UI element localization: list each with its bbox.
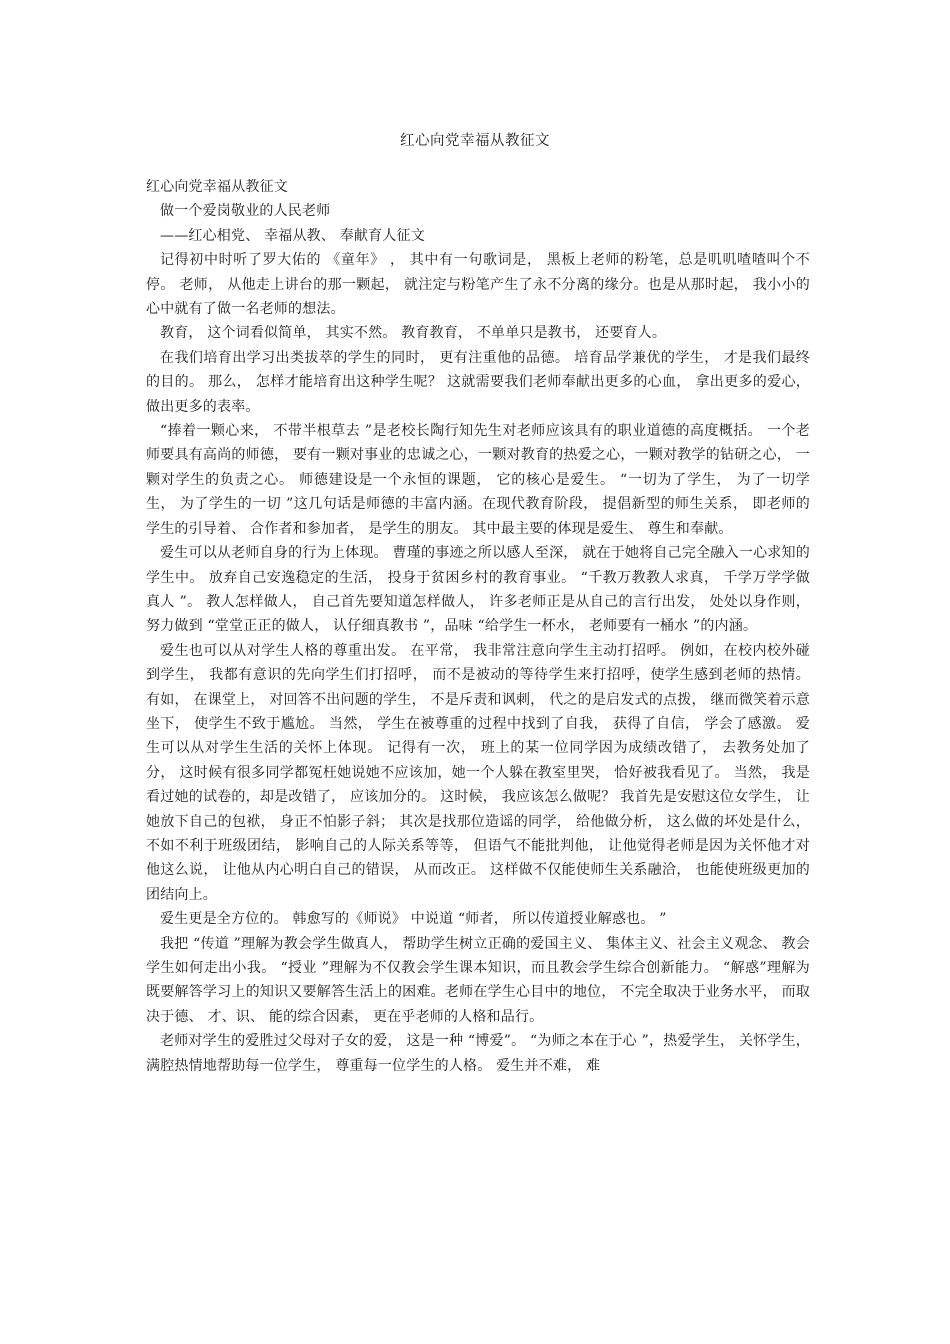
paragraph: 教育， 这个词看似简单， 其实不然。 教育教育， 不单单只是教书， 还要育人。 — [160, 325, 667, 342]
paragraph: 红心向党幸福从教征文 — [146, 179, 288, 195]
paragraph: 在我们培育出学习出类拔萃的学生的同时， 更有注重他的品德。 培育品学兼优的学生， 才是我们最终的目的。 那么， 怎样才能培育出这种学生呢？ 这就需要我们老师奉献出更多的心血， 拿出更多的爱心， 做出更多的表率。 — [146, 349, 810, 415]
paragraph: 爱生也可以从对学生人格的尊重出发。 在平常， 我非常注意向学生主动打招呼。 例如，在校内校外碰到学生， 我都有意识的先向学生们打招呼， 而不是被动的等待学生来打招呼，使学生感到老师的热情。 有如， 在课堂上， 对回答不出问题的学生， 不是斥责和讽刺， 代之的是启发式的点拨， 继而微笑着示意坐下， 使学生不致于尴尬。 当然， 学生在被尊重的过程中找到了自我， 获得了自信， 学会了感激。 爱生可以从对学生生活的关怀上体现。 记得有一次， 班上的某一位同学因为成绩改错了， 去教务处加了分， 这时候有很多同学都冤枉她说她不应该加，她一个人躲在教室里哭， 恰好被我看见了。 当然， 我是看过她的试卷的，却是改错了， 应该加分的。 这时候， 我应该怎么做呢？ 我首先是安慰这位女学生， 让她放下自己的包袱， 身正不怕影子斜； 其次是找那位造谣的同学， 给他做分析， 这么做的坏处是什么， 不如不利于班级团结， 影响自己的人际关系等等， 但语气不能批判他， 让他觉得老师是因为关怀他才对他这么说， 让他从内心明白自己的错误， 从而改正。 这样做不仅能使师生关系融洽， 也能使班级更加的团结向上。 — [146, 642, 810, 903]
paragraph: “捧着一颗心来， 不带半根草去 ”是老校长陶行知先生对老师应该具有的职业道德的高度概括。 一个老师要具有高尚的师德， 要有一颗对事业的忠诚之心，一颗对教育的热爱之心，一颗对教学的钻研之心， 一颗对学生的负责之心。 师德建设是一个永恒的课题， 它的核心是爱生。 “一切为了学生， 为了一切学生， 为了学生的一切 ”这几句话是师德的丰富内涵。在现代教育阶段， 提倡新型的师生关系， 即老师的学生的引导着、 合作者和参加者， 是学生的朋友。 其中最主要的体现是爱生、 尊生和奉献。 — [146, 423, 810, 537]
paragraph: 爱生可以从老师自身的行为上体现。 曹瑾的事迹之所以感人至深， 就在于她将自己完全融入一心求知的学生中。 放弃自己安逸稳定的生活， 投身于贫困乡村的教育事业。 “千教万教教人求真， 千学万学学做真人 ”。 教人怎样做人， 自己首先要知道怎样做人， 许多老师正是从自己的言行出发， 处处以身作则， 努力做到 “堂堂正正的做人， 认仔细真教书 ”，品味 “给学生一杯水， 老师要有一桶水 ”的内涵。 — [146, 545, 810, 635]
document-body — [146, 175, 810, 1078]
page-title: 红心向党幸福从教征文 — [400, 133, 550, 149]
paragraph: 记得初中时听了罗大佑的 《童年》 ， 其中有一句歌词是， 黑板上老师的粉笔，总是叽叽喳喳叫个不停。 老师， 从他走上讲台的那一颗起， 就注定与粉笔产生了永不分离的缘分。也是从那时起， 我小小的心中就有了做一名老师的想法。 — [146, 252, 810, 318]
paragraph: 做一个爱岗敬业的人民老师 — [160, 203, 331, 220]
paragraph: 我把 “传道 ”理解为教会学生做真人， 帮助学生树立正确的爱国主义、 集体主义、社会主义观念、 教会学生如何走出小我。 “授业 ”理解为不仅教会学生课本知识，而且教会学生综合创新能力。 “解惑”理解为既要解答学习上的知识又要解答生活上的困难。老师在学生心目中的地位， 不完全取决于业务水平， 而取决于德、 才、识、 能的综合因素， 更在乎老师的人格和品行。 — [146, 935, 810, 1025]
paragraph: 老师对学生的爱胜过父母对子女的爱， 这是一种 “博爱”。 “为师之本在于心 ”，热爱学生， 关怀学生， 满腔热情地帮助每一位学生， 尊重每一位学生的人格。 爱生并不难， 难 — [146, 1033, 810, 1074]
paragraph: ——红心相党、 幸福从教、 奉献育人征文 — [160, 227, 425, 244]
paragraph: 爱生更是全方位的。 韩愈写的《师说》 中说道 “师者， 所以传道授业解惑也。 ” — [160, 911, 667, 928]
